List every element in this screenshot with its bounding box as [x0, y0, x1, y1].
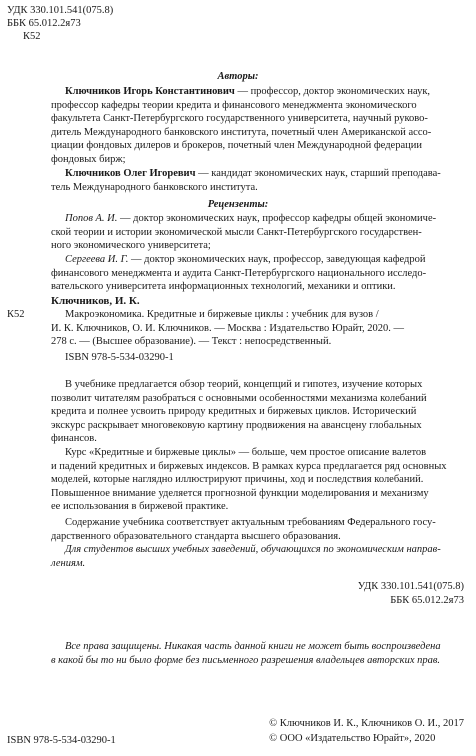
- udk-code-right: УДК 330.101.541(075.8): [357, 581, 464, 592]
- author-1-name: Ключников Игорь Константинович: [65, 86, 235, 97]
- audience-line: Для студентов высших учебных заведений, обучающихся по экономическим направ-: [65, 544, 441, 555]
- audience-note: [51, 543, 464, 570]
- udk-code: УДК 330.101.541(075.8): [7, 5, 114, 16]
- abstract-paragraph-2: [51, 446, 464, 514]
- catalog-desc-line: 278 с. — (Высшее образование). — Текст : непосредственный.: [51, 336, 332, 348]
- abstract-line: В учебнике предлагается обзор теорий, концепций и гипотез, изучение которых: [65, 379, 423, 390]
- abstract-line: ее использования в биржевой практике.: [51, 501, 229, 513]
- author-sign-code: К52: [23, 31, 41, 42]
- reviewer-2-desc-line: вательского университета информационных технологий, механики и оптики.: [51, 281, 396, 293]
- copyright-publisher: © ООО «Издательство Юрайт», 2020: [269, 733, 436, 744]
- copyright-authors: © Ключников И. К., Ключников О. И., 2017: [269, 718, 464, 729]
- footer-isbn: ISBN 978-5-534-03290-1: [7, 735, 116, 746]
- author-1-desc-line: факультета Санкт-Петербургского государственного университета, научный руково-: [51, 113, 428, 125]
- author-2-name: Ключников Олег Игоревич: [65, 168, 196, 179]
- rights-line: Все права защищены. Никакая часть данной книги не может быть воспроизведена: [65, 641, 441, 652]
- author-2-desc-line: — кандидат экономических наук, старший преподава-: [195, 168, 441, 179]
- abstract-line: и падений кредитных и биржевых индексов. В рамках курса предлагается ряд основных: [51, 460, 447, 472]
- catalog-desc-line: И. К. Ключников, О. И. Ключников. — Москва : Издательство Юрайт, 2020. —: [51, 322, 405, 334]
- abstract-line: Содержание учебника соответствует актуальным требованиям Федерального госу-: [65, 517, 436, 528]
- reviewer-1-name: Попов А. И.: [65, 213, 118, 224]
- reviewer-1-desc-line: ской теории и истории экономической мысли Санкт-Петербургского государствен-: [51, 226, 422, 238]
- abstract-line: экскурс раскрывает многовековую картину продвижения на авансцену глобальных: [51, 419, 422, 431]
- reviewer-2-desc-line: — доктор экономических наук, профессор, заведующая кафедрой: [128, 254, 426, 265]
- catalog-side-code: К52: [7, 309, 25, 320]
- authors-title: Авторы:: [217, 71, 259, 82]
- catalog-isbn: ISBN 978-5-534-03290-1: [65, 352, 174, 363]
- catalog-desc-line: Макроэкономика. Кредитные и биржевые циклы : учебник для вузов /: [65, 309, 379, 320]
- author-2-entry: [51, 167, 464, 194]
- audience-line: лениям.: [51, 557, 86, 569]
- abstract-line: Курс «Кредитные и биржевые циклы» — больше, чем простое описание валетов: [65, 447, 427, 458]
- author-1-desc-line: — профессор, доктор экономических наук,: [234, 86, 431, 97]
- abstract-line: моделей, которые наглядно иллюстрируют причины, ход и последствия колебаний.: [51, 474, 424, 486]
- classification-codes: [7, 4, 113, 43]
- abstract-line: кредита и полнее усвоить природу кредитных и биржевых циклов. Исторический: [51, 406, 417, 418]
- abstract-line: Повышенное внимание уделяется прогнозной функции моделирования и механизму: [51, 487, 429, 499]
- copyright-block: [269, 716, 464, 746]
- abstract-line: дарственного образовательного стандарта высшего образования.: [51, 530, 341, 542]
- reviewer-1-entry: [51, 212, 464, 253]
- author-1-desc-line: дитель Международного банковского института, почетный член Американской ассо-: [51, 126, 432, 138]
- reviewer-2-entry: [51, 253, 464, 294]
- reviewer-1-desc-line: — доктор экономических наук, профессор кафедры общей экономиче-: [117, 213, 437, 224]
- reviewer-2-desc-line: финансового менеджмента и аудита Санкт-Петербургского национального исследо-: [51, 267, 427, 279]
- catalog-description: [51, 308, 464, 349]
- author-1-desc-line: фондовых бирж;: [51, 153, 126, 165]
- rights-line: в какой бы то ни было форме без письменного разрешения владельцев авторских прав.: [51, 655, 441, 666]
- author-1-desc-line: профессор кафедры теории кредита и финансового менеджмента экономического: [51, 99, 417, 111]
- author-1-entry: [51, 85, 464, 167]
- reviewers-title: Рецензенты:: [207, 199, 269, 210]
- catalog-heading: Ключников, И. К.: [51, 295, 140, 307]
- abstract-line: финансов.: [51, 433, 97, 445]
- abstract-line: позволит читателям разобраться с основными особенностями механизма колебаний: [51, 392, 427, 404]
- classification-codes-right: [358, 580, 464, 607]
- bbk-code: ББК 65.012.2я73: [7, 18, 81, 29]
- author-2-desc-line: тель Международного банковского института.: [51, 181, 258, 193]
- author-1-desc-line: циации фондовых дилеров и брокеров, почетный член Международной федерации: [51, 140, 422, 152]
- bbk-code-right: ББК 65.012.2я73: [390, 594, 464, 606]
- abstract-paragraph-1: [51, 378, 464, 446]
- rights-notice: [51, 640, 464, 668]
- abstract-paragraph-3: [51, 516, 464, 543]
- reviewer-2-name: Сергеева И. Г.: [65, 254, 129, 265]
- reviewer-1-desc-line: ного экономического университета;: [51, 240, 211, 252]
